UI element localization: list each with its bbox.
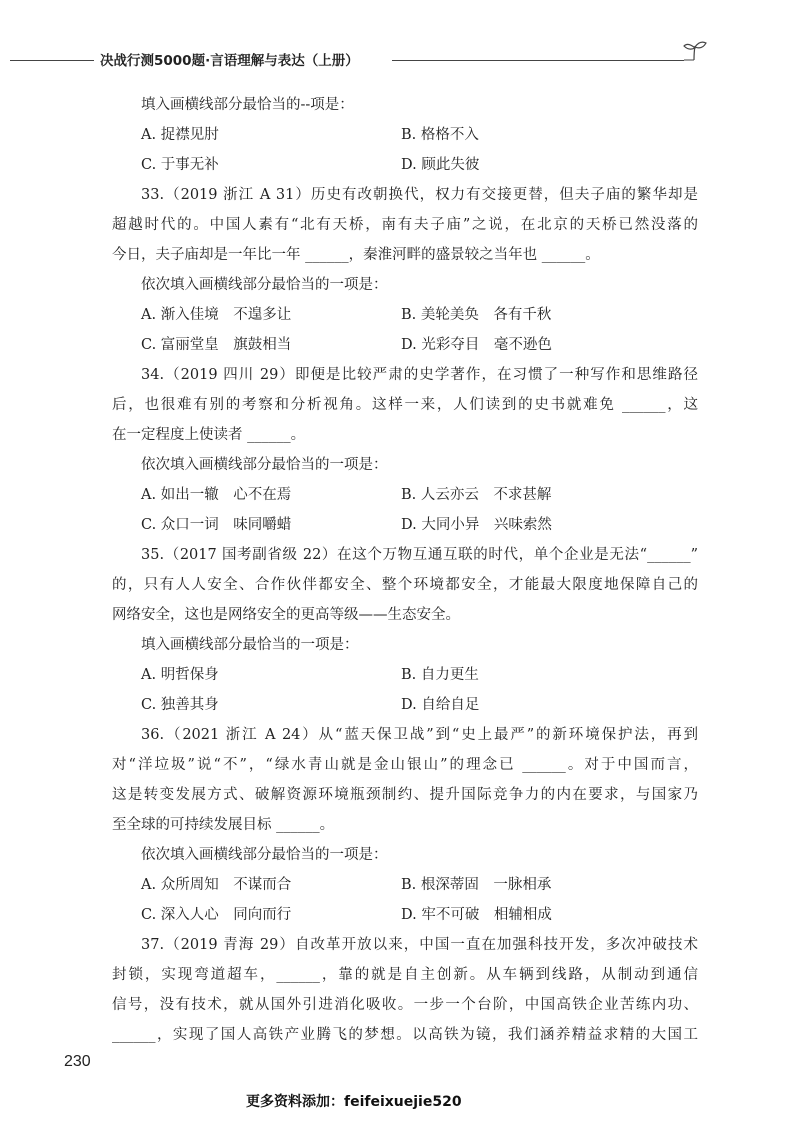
option-left: C. 众口一词 味同嚼蜡: [141, 517, 292, 533]
option-row: [112, 120, 698, 150]
option-row: [112, 660, 698, 690]
option-row: [112, 870, 698, 900]
question-prompt: 填入画横线部分最恰当的一项是：: [141, 637, 359, 653]
option-row: [112, 510, 698, 540]
question-prompt: 依次填入画横线部分最恰当的一项是：: [141, 847, 388, 863]
question-stem-line: 36.（2021 浙江 A 24）从“蓝天保卫战”到“史上最严”的新环境保护法，再到: [141, 727, 698, 743]
question-prompt: 依次填入画横线部分最恰当的一项是：: [141, 457, 388, 473]
question-stem-line: 33.（2019 浙江 A 31）历史有改朝换代，权力有交接更替，但夫子庙的繁华却是: [141, 187, 698, 203]
header-title: 决战行测5000题·言语理解与表达（上册）: [100, 53, 359, 69]
option-right: D. 牢不可破 相辅相成: [401, 907, 552, 923]
option-left: C. 富丽堂皇 旗鼓相当: [141, 337, 292, 353]
question-stem-line: 信号，没有技术，就从国外引进消化吸收。一步一个台阶，中国高铁企业苦练内功、: [112, 997, 698, 1013]
running-header: [0, 46, 800, 76]
page-number: 230: [64, 1053, 91, 1070]
option-right: D. 顾此失彼: [401, 157, 480, 173]
question-stem-line: 35.（2017 国考副省级 22）在这个万物互通互联的时代，单个企业是无法“______”: [141, 547, 698, 563]
option-left: C. 于事无补: [141, 157, 219, 173]
question-stem-line: 的，只有人人安全、合作伙伴都安全、整个环境都安全，才能最大限度地保障自己的: [112, 577, 698, 593]
question-prompt: 依次填入画横线部分最恰当的一项是：: [141, 277, 388, 293]
page-body: [112, 90, 698, 1050]
option-right: D. 大同小异 兴味索然: [401, 517, 552, 533]
header-rule-left: [10, 60, 94, 61]
option-right: B. 人云亦云 不求甚解: [401, 487, 552, 503]
option-left: A. 捉襟见肘: [141, 127, 219, 143]
option-left: C. 独善其身: [141, 697, 219, 713]
question-stem-line: 至全球的可持续发展目标 ______。: [112, 817, 335, 833]
header-rule-right: [392, 60, 684, 61]
option-right: B. 美轮美奂 各有千秋: [401, 307, 552, 323]
question-stem-line: 超越时代的。中国人素有“北有天桥，南有夫子庙”之说，在北京的天桥已然没落的: [112, 217, 698, 233]
question-stem-line: 对“洋垃圾”说“不”，“绿水青山就是金山银山”的理念已 ______。对于中国而言，: [112, 757, 698, 773]
question-stem-line: 今日，夫子庙却是一年比一年 ______，秦淮河畔的盛景较之当年也 ______。: [112, 247, 600, 263]
option-left: A. 如出一辙 心不在焉: [141, 487, 292, 503]
option-row: [112, 330, 698, 360]
option-left: A. 渐入佳境 不遑多让: [141, 307, 292, 323]
option-left: A. 众所周知 不谋而合: [141, 877, 292, 893]
footer-note: 更多资料添加：feifeixuejie520: [246, 1094, 462, 1110]
option-row: [112, 900, 698, 930]
option-right: B. 格格不入: [401, 127, 479, 143]
question-stem-line: 这是转变发展方式、破解资源环境瓶颈制约、提升国际竞争力的内在要求，与国家乃: [112, 787, 698, 803]
option-row: [112, 480, 698, 510]
question-stem-line: 37.（2019 青海 29）自改革开放以来，中国一直在加强科技开发，多次冲破技术: [141, 937, 698, 953]
question-stem-line: 封锁，实现弯道超车，______，靠的就是自主创新。从车辆到线路，从制动到通信: [112, 967, 698, 983]
option-right: D. 光彩夺目 毫不逊色: [401, 337, 552, 353]
question-stem-line: 后，也很难有别的考察和分析视角。这样一来，人们读到的史书就难免 ______，这: [112, 397, 698, 413]
option-right: B. 根深蒂固 一脉相承: [401, 877, 552, 893]
question-prompt: 填入画横线部分最恰当的--项是：: [141, 97, 354, 113]
option-row: [112, 150, 698, 180]
option-row: [112, 300, 698, 330]
option-right: D. 自给自足: [401, 697, 480, 713]
option-left: C. 深入人心 同向而行: [141, 907, 292, 923]
option-left: A. 明哲保身: [141, 667, 219, 683]
sprout-icon: [680, 38, 710, 68]
question-stem-line: 34.（2019 四川 29）即便是比较严肃的史学著作，在习惯了一种写作和思维路径: [141, 367, 698, 383]
question-stem-line: 网络安全，这也是网络安全的更高等级——生态安全。: [112, 607, 460, 623]
question-stem-line: 在一定程度上使读者 ______。: [112, 427, 306, 443]
option-right: B. 自力更生: [401, 667, 479, 683]
question-stem-line: ______，实现了国人高铁产业腾飞的梦想。以高铁为镜，我们涵养精益求精的大国工: [112, 1027, 698, 1043]
option-row: [112, 690, 698, 720]
